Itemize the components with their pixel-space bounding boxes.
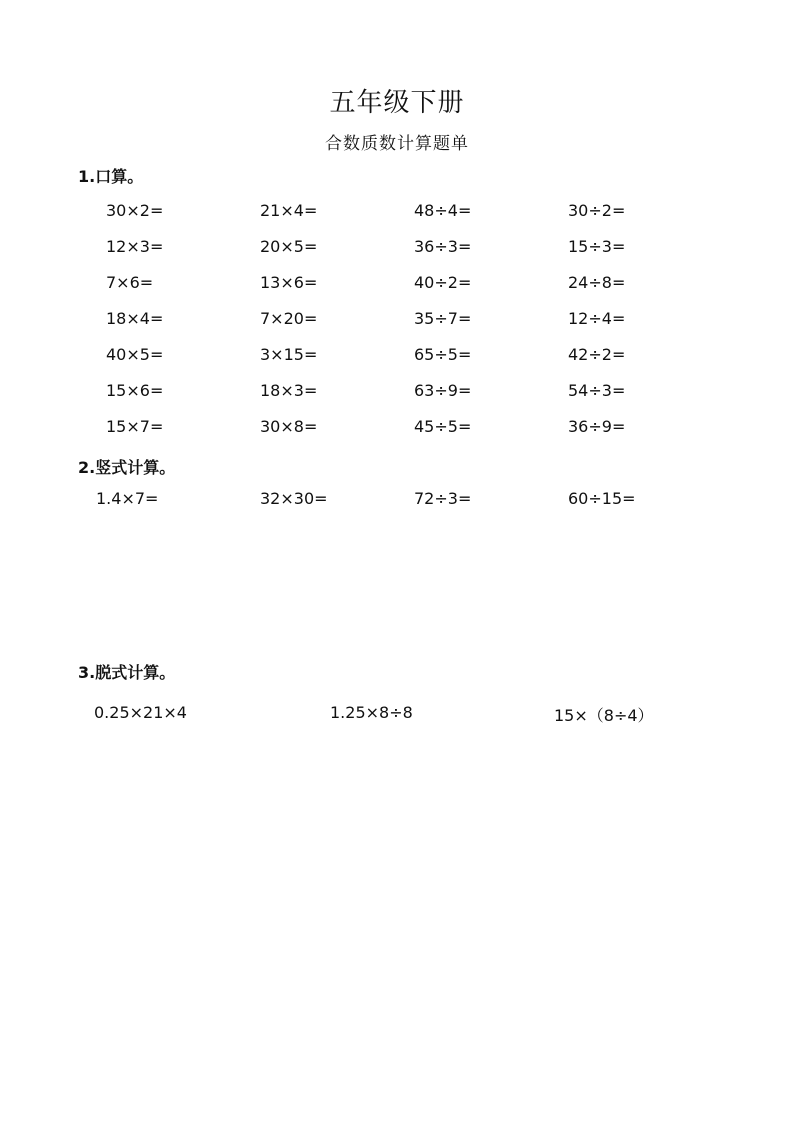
- oral-problem: 15×6=: [106, 381, 164, 400]
- oral-problem: 35÷7=: [414, 309, 472, 328]
- oral-problem: 30×2=: [106, 201, 164, 220]
- oral-problem: 63÷9=: [414, 381, 472, 400]
- stepwise-problem: 1.25×8÷8: [330, 703, 413, 722]
- oral-problem: 45÷5=: [414, 417, 472, 436]
- oral-problem-grid: [106, 201, 722, 453]
- oral-problem: 21×4=: [260, 201, 318, 220]
- oral-problem: 30÷2=: [568, 201, 626, 220]
- oral-problem: 13×6=: [260, 273, 318, 292]
- oral-problem: 24÷8=: [568, 273, 626, 292]
- section-heading-oral: 1.口算。: [78, 167, 144, 186]
- section-heading-stepwise: 3.脱式计算。: [78, 663, 176, 682]
- stepwise-problem-row: [94, 703, 704, 726]
- oral-problem: 18×4=: [106, 309, 164, 328]
- oral-problem: 30×8=: [260, 417, 318, 436]
- oral-problem: 65÷5=: [414, 345, 472, 364]
- oral-problem: 36÷9=: [568, 417, 626, 436]
- oral-problem: 36÷3=: [414, 237, 472, 256]
- vertical-problem-row: [96, 489, 688, 508]
- stepwise-problem: 0.25×21×4: [94, 703, 187, 722]
- oral-problem: 12÷4=: [568, 309, 626, 328]
- page-subtitle: 合数质数计算题单: [325, 134, 469, 154]
- vertical-problem: 60÷15=: [568, 489, 636, 508]
- oral-problem: 40÷2=: [414, 273, 472, 292]
- oral-problem: 15×7=: [106, 417, 164, 436]
- vertical-problem: 32×30=: [260, 489, 328, 508]
- oral-problem: 48÷4=: [414, 201, 472, 220]
- stepwise-problem: 15×（8÷4）: [554, 706, 654, 725]
- oral-problem: 7×6=: [106, 273, 154, 292]
- oral-problem: 7×20=: [260, 309, 318, 328]
- page-title: 五年级下册: [329, 88, 465, 118]
- oral-problem: 40×5=: [106, 345, 164, 364]
- oral-problem: 3×15=: [260, 345, 318, 364]
- oral-problem: 20×5=: [260, 237, 318, 256]
- oral-problem: 54÷3=: [568, 381, 626, 400]
- vertical-problem: 72÷3=: [414, 489, 472, 508]
- section-heading-vertical: 2.竖式计算。: [78, 458, 176, 477]
- vertical-problem: 1.4×7=: [96, 489, 159, 508]
- oral-problem: 15÷3=: [568, 237, 626, 256]
- oral-problem: 42÷2=: [568, 345, 626, 364]
- oral-problem: 12×3=: [106, 237, 164, 256]
- oral-problem: 18×3=: [260, 381, 318, 400]
